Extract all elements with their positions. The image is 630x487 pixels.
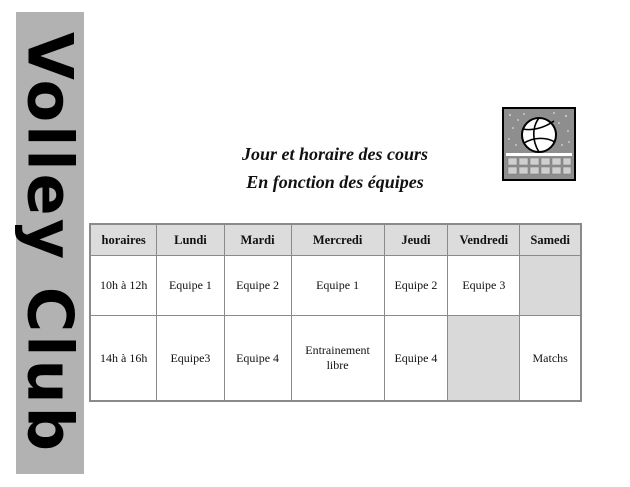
header-jeudi: Jeudi (384, 224, 448, 256)
page-heading (190, 140, 480, 196)
volleyball-icon (502, 107, 576, 181)
header-samedi: Samedi (520, 224, 581, 256)
header-mardi: Mardi (224, 224, 291, 256)
empty-cell (448, 316, 520, 402)
table-cell: Equipe 3 (448, 256, 520, 316)
time-cell: 14h à 16h (90, 316, 157, 402)
table-cell: Equipe 2 (384, 256, 448, 316)
header-vendredi: Vendredi (448, 224, 520, 256)
time-cell: 10h à 12h (90, 256, 157, 316)
table-cell: Equipe 4 (384, 316, 448, 402)
table-cell: Equipe 1 (291, 256, 384, 316)
side-banner-title: Volley Club (13, 31, 87, 455)
table-cell: Equipe3 (157, 316, 224, 402)
side-banner (13, 12, 87, 474)
table-cell: Equipe 2 (224, 256, 291, 316)
table-cell: Entrainement libre (291, 316, 384, 402)
header-horaires: horaires (90, 224, 157, 256)
table-cell: Equipe 1 (157, 256, 224, 316)
schedule-table (89, 223, 582, 402)
table-cell: Equipe 4 (224, 316, 291, 402)
header-lundi: Lundi (157, 224, 224, 256)
table-row (90, 256, 581, 316)
header-mercredi: Mercredi (291, 224, 384, 256)
heading-line-1: Jour et horaire des cours (241, 144, 429, 164)
volleyball-logo-graphic (504, 109, 574, 179)
table-row (90, 316, 581, 402)
heading-line-2: En fonction des équipes (246, 172, 424, 192)
table-header-row (90, 224, 581, 256)
empty-cell (520, 256, 581, 316)
table-cell: Matchs (520, 316, 581, 402)
